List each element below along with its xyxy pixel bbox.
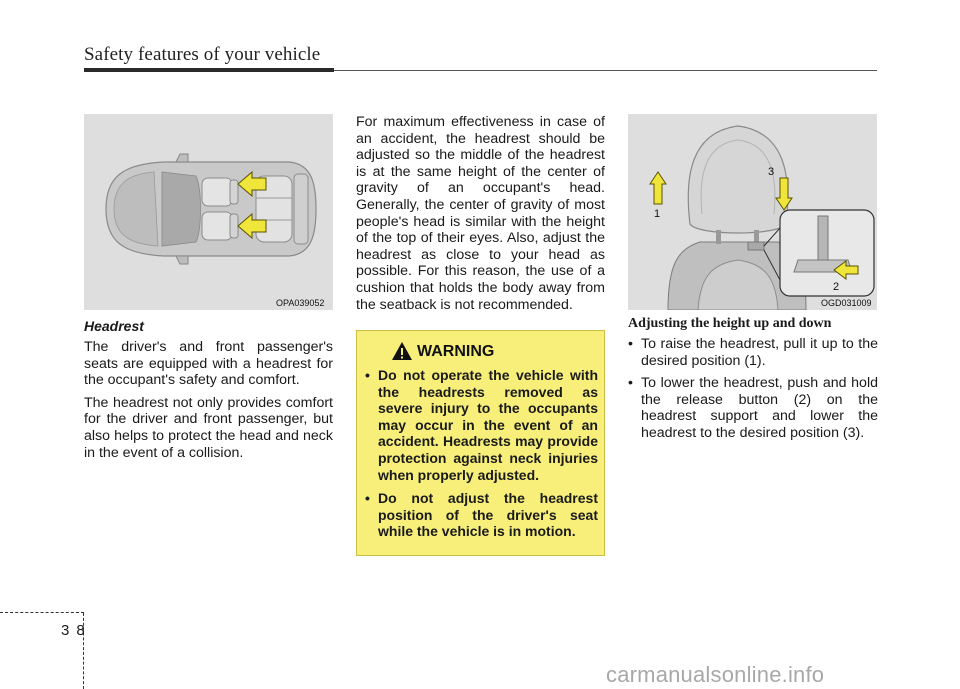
header-rule — [84, 68, 334, 72]
section-title-headrest: Headrest — [84, 318, 144, 334]
paragraph: The driver's and front passenger's seats are equipped with a headrest for the occupant's safety and comfort. — [84, 339, 333, 389]
warning-box — [356, 330, 605, 556]
footer-rule — [0, 612, 84, 613]
watermark: carmanualsonline.info — [606, 662, 825, 687]
page-number: 38 — [61, 622, 92, 639]
warning-item: • Do not operate the vehicle with the headrests removed as severe injury to the occupants may occur in the event of an accident. Headrests may provide protection against neck injuries when properly adjusted. — [365, 367, 598, 483]
left-column-body — [84, 339, 333, 467]
warning-list — [365, 367, 598, 547]
figure-code-right: OGD031009 — [821, 298, 872, 308]
warning-title: WARNING — [417, 343, 495, 360]
paragraph: The headrest not only provides comfort for the driver and front passenger, but also helps to protect the head and neck in the event of a collision. — [84, 394, 333, 461]
middle-column-body — [356, 114, 605, 319]
car-top-view-illustration — [84, 114, 333, 310]
instruction-list — [628, 336, 878, 448]
instruction-item: • To raise the headrest, pull it up to the desired position (1). — [628, 336, 878, 369]
headrest-illustration — [628, 114, 877, 310]
page-header-title: Safety features of your vehicle — [84, 44, 321, 65]
instruction-item: • To lower the headrest, push and hold the release button (2) on the headrest support and lower the headrest to the desired position (3). — [628, 375, 878, 441]
warning-triangle-icon — [391, 341, 413, 361]
paragraph: For maximum effectiveness in case of an accident, the headrest should be adjusted so the middle of the headrest is at the same height of the center of gravity of an occupant's head. Generally, the center of gravity of most people's head is similar with the height of the top of their eyes. Also, adjust the headrest as close to your head as possible. For this reason, the use of a cushion that holds the body away from the seatback is not recommended. — [356, 114, 605, 313]
figure-label-1: 1 — [654, 208, 661, 220]
figure-code-left: OPA039052 — [276, 298, 325, 308]
headrest-figure — [628, 114, 877, 310]
warning-item: • Do not adjust the headrest position of the driver's seat while the vehicle is in motion. — [365, 490, 598, 540]
figure-label-2: 2 — [833, 281, 840, 293]
car-top-view-figure — [84, 114, 333, 310]
header-rule-thin — [334, 70, 877, 71]
adjusting-heading: Adjusting the height up and down — [628, 316, 832, 331]
figure-label-3: 3 — [768, 166, 775, 178]
